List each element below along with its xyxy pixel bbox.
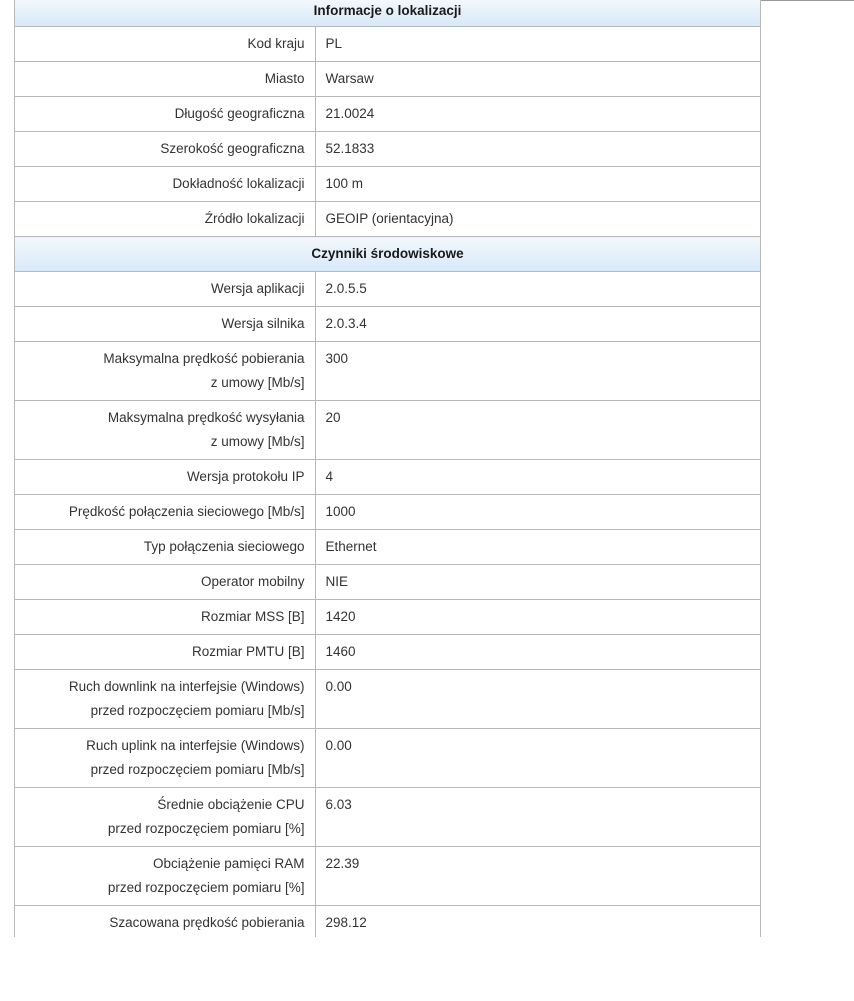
- row-label: [15, 565, 315, 600]
- row-label-line: Wersja aplikacji: [210, 281, 305, 296]
- row-label-line: Źródło lokalizacji: [204, 211, 305, 226]
- row-label-line: Ruch uplink na interfejsie (Windows): [86, 738, 305, 753]
- row-value: NIE: [315, 565, 760, 600]
- row-label-line: Wersja protokołu IP: [186, 469, 305, 484]
- table-row: [15, 202, 760, 237]
- row-label-line: przed rozpoczęciem pomiaru [Mb/s]: [90, 762, 305, 777]
- table-row: [15, 600, 760, 635]
- row-label-line: z umowy [Mb/s]: [210, 434, 305, 449]
- measurement-details-panel: [14, 0, 761, 937]
- row-value: 4: [315, 460, 760, 495]
- row-label-line: Kod kraju: [247, 36, 305, 51]
- section-title: Informacje o lokalizacji: [15, 0, 760, 27]
- row-label-line: Szerokość geograficzna: [160, 141, 305, 156]
- table-row: [15, 342, 760, 401]
- row-label-line: przed rozpoczęciem pomiaru [%]: [107, 880, 305, 895]
- table-row: [15, 27, 760, 62]
- row-value: 2.0.3.4: [315, 307, 760, 342]
- section-header: [15, 237, 760, 272]
- row-value: GEOIP (orientacyjna): [315, 202, 760, 237]
- row-label: [15, 460, 315, 495]
- row-label-line: Typ połączenia sieciowego: [143, 539, 305, 554]
- table-row: [15, 62, 760, 97]
- row-value: 2.0.5.5: [315, 272, 760, 307]
- row-label: [15, 530, 315, 565]
- row-value: 21.0024: [315, 97, 760, 132]
- row-label: [15, 788, 315, 847]
- row-label-line: Miasto: [264, 71, 305, 86]
- row-label: [15, 307, 315, 342]
- row-value: 1420: [315, 600, 760, 635]
- row-label: [15, 97, 315, 132]
- row-label: [15, 635, 315, 670]
- row-label-line: Maksymalna prędkość pobierania: [103, 351, 305, 366]
- row-label: [15, 847, 315, 906]
- row-label: [15, 62, 315, 97]
- row-value: 1460: [315, 635, 760, 670]
- section-title: Czynniki środowiskowe: [15, 237, 760, 272]
- row-label-line: Prędkość połączenia sieciowego [Mb/s]: [68, 504, 305, 519]
- table-row: [15, 401, 760, 460]
- section-header: [15, 0, 760, 27]
- row-label: [15, 272, 315, 307]
- table-row: [15, 132, 760, 167]
- row-value: 22.39: [315, 847, 760, 906]
- row-label-line: Szacowana prędkość pobierania: [109, 915, 305, 930]
- row-label-line: przed rozpoczęciem pomiaru [Mb/s]: [90, 703, 305, 718]
- row-label-line: Rozmiar MSS [B]: [200, 609, 305, 624]
- table-row: [15, 635, 760, 670]
- row-value: 52.1833: [315, 132, 760, 167]
- row-label-line: Obciążenie pamięci RAM: [152, 856, 305, 871]
- top-divider-line: [760, 0, 854, 1]
- row-label-line: Ruch downlink na interfejsie (Windows): [68, 679, 305, 694]
- row-value: Warsaw: [315, 62, 760, 97]
- table-row: [15, 167, 760, 202]
- table-row: [15, 565, 760, 600]
- table-row: [15, 97, 760, 132]
- row-value: 20: [315, 401, 760, 460]
- row-label-line: Dokładność lokalizacji: [172, 176, 305, 191]
- row-label: [15, 27, 315, 62]
- row-label: [15, 132, 315, 167]
- table-row: [15, 272, 760, 307]
- row-label: [15, 342, 315, 401]
- row-label-line: przed rozpoczęciem pomiaru [%]: [107, 821, 305, 836]
- table-row: [15, 906, 760, 938]
- table-row: [15, 460, 760, 495]
- table-row: [15, 847, 760, 906]
- table-row: [15, 729, 760, 788]
- row-label: [15, 600, 315, 635]
- table-row: [15, 788, 760, 847]
- row-label-line: Średnie obciążenie CPU: [157, 797, 305, 812]
- row-label: [15, 167, 315, 202]
- row-label-line: Operator mobilny: [200, 574, 305, 589]
- row-label-line: z umowy [Mb/s]: [210, 375, 305, 390]
- details-table: [15, 0, 760, 937]
- row-value: Ethernet: [315, 530, 760, 565]
- row-value: 298.12: [315, 906, 760, 938]
- row-label: [15, 202, 315, 237]
- row-label-line: Rozmiar PMTU [B]: [191, 644, 305, 659]
- row-label-line: Wersja silnika: [221, 316, 305, 331]
- row-value: 300: [315, 342, 760, 401]
- row-label: [15, 906, 315, 938]
- row-value: 1000: [315, 495, 760, 530]
- row-label: [15, 670, 315, 729]
- table-row: [15, 670, 760, 729]
- row-value: 6.03: [315, 788, 760, 847]
- row-label-line: Maksymalna prędkość wysyłania: [107, 410, 305, 425]
- row-value: 0.00: [315, 729, 760, 788]
- row-label: [15, 729, 315, 788]
- row-value: 0.00: [315, 670, 760, 729]
- table-row: [15, 307, 760, 342]
- row-value: PL: [315, 27, 760, 62]
- row-label: [15, 495, 315, 530]
- details-table-body: [15, 0, 760, 937]
- table-row: [15, 530, 760, 565]
- row-label-line: Długość geograficzna: [174, 106, 305, 121]
- table-row: [15, 495, 760, 530]
- row-label: [15, 401, 315, 460]
- row-value: 100 m: [315, 167, 760, 202]
